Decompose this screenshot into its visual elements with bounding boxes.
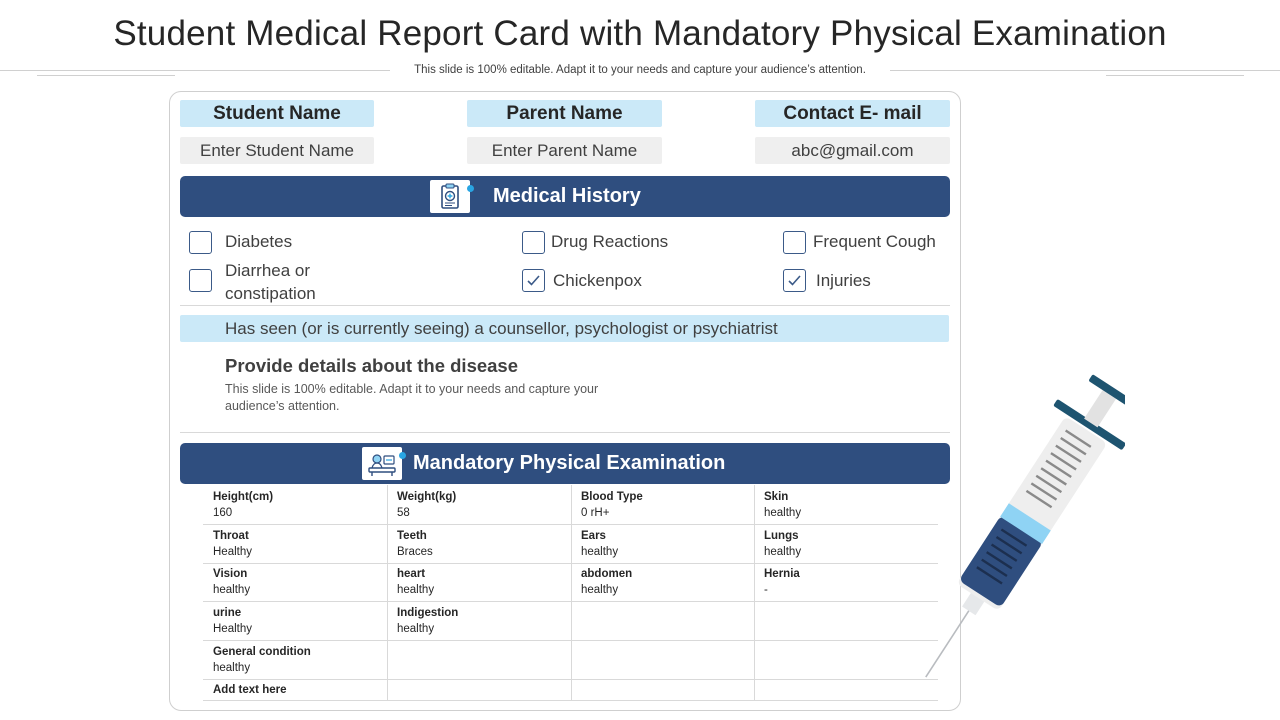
table-cell[interactable]: Hernia - [764,568,800,596]
page-subtitle: This slide is 100% editable. Adapt it to your needs and capture your audience’s attention. [414,64,866,76]
injuries-checkbox[interactable] [783,269,806,292]
physical-exam-title: Mandatory Physical Examination [413,452,726,474]
table-cell[interactable]: Vision healthy [213,568,251,596]
title-divider-left-short [37,75,175,76]
table-cell[interactable]: General condition healthy [213,646,311,674]
frequent-cough-label: Frequent Cough [813,232,936,251]
diabetes-checkbox[interactable] [189,231,212,254]
medical-history-header [180,176,950,217]
counsellor-banner [180,315,949,342]
icon-accent-dot [399,452,406,459]
table-cell[interactable]: Skin healthy [764,491,802,519]
physical-exam-header [180,443,950,484]
table-cell[interactable]: Height(cm) 160 [213,491,274,519]
syringe-icon [915,360,1125,705]
injuries-label: Injuries [816,271,871,290]
parent-name-field[interactable]: Enter Parent Name [467,137,662,164]
email-field[interactable]: abc@gmail.com [755,137,950,164]
table-cell[interactable]: urine Healthy [213,607,252,635]
table-cell[interactable]: Indigestion healthy [397,607,459,635]
chickenpox-label: Chickenpox [553,271,642,290]
table-cell[interactable]: Lungs healthy [764,530,802,558]
page-title: Student Medical Report Card with Mandatory Physical Examination [113,14,1167,53]
table-cell[interactable]: Ears healthy [581,530,619,558]
table-cell[interactable]: Blood Type 0 rH+ [581,491,643,519]
title-divider-left [0,70,390,71]
disease-details-title: Provide details about the disease [225,355,519,376]
disease-details-text[interactable]: This slide is 100% editable. Adapt it to your needs and capture your audience’s attention. [225,382,599,413]
medical-history-title: Medical History [493,185,641,207]
drug-reactions-label: Drug Reactions [551,232,669,251]
checkmark-icon [786,272,803,289]
email-label: Contact E- mail [755,100,950,127]
title-divider-right-short [1106,75,1244,76]
icon-accent-dot [467,185,474,192]
diarrhea-label: Diarrhea or constipation [225,261,316,303]
doctor-examination-icon [362,447,402,480]
student-name-label: Student Name [180,100,374,127]
parent-name-label: Parent Name [467,100,662,127]
table-row-divider [203,700,938,701]
section-divider [180,432,950,433]
counsellor-note: Has seen (or is currently seeing) a counsellor, psychologist or psychiatrist [225,319,778,338]
drug-reactions-checkbox[interactable] [522,231,545,254]
checkmark-icon [525,272,542,289]
clipboard-medical-icon [430,180,470,213]
section-divider [180,305,950,306]
table-cell[interactable]: abdomen healthy [581,568,633,596]
table-cell[interactable]: Teeth Braces [397,530,433,558]
table-cell[interactable]: Weight(kg) 58 [397,491,457,519]
table-cell[interactable]: heart healthy [397,568,435,596]
diarrhea-checkbox[interactable] [189,269,212,292]
frequent-cough-checkbox[interactable] [783,231,806,254]
add-text-cell[interactable]: Add text here [213,684,287,696]
title-divider-right [890,70,1280,71]
diabetes-label: Diabetes [225,232,293,251]
chickenpox-checkbox[interactable] [522,269,545,292]
student-name-field[interactable]: Enter Student Name [180,137,374,164]
table-cell[interactable]: Throat Healthy [213,530,252,558]
